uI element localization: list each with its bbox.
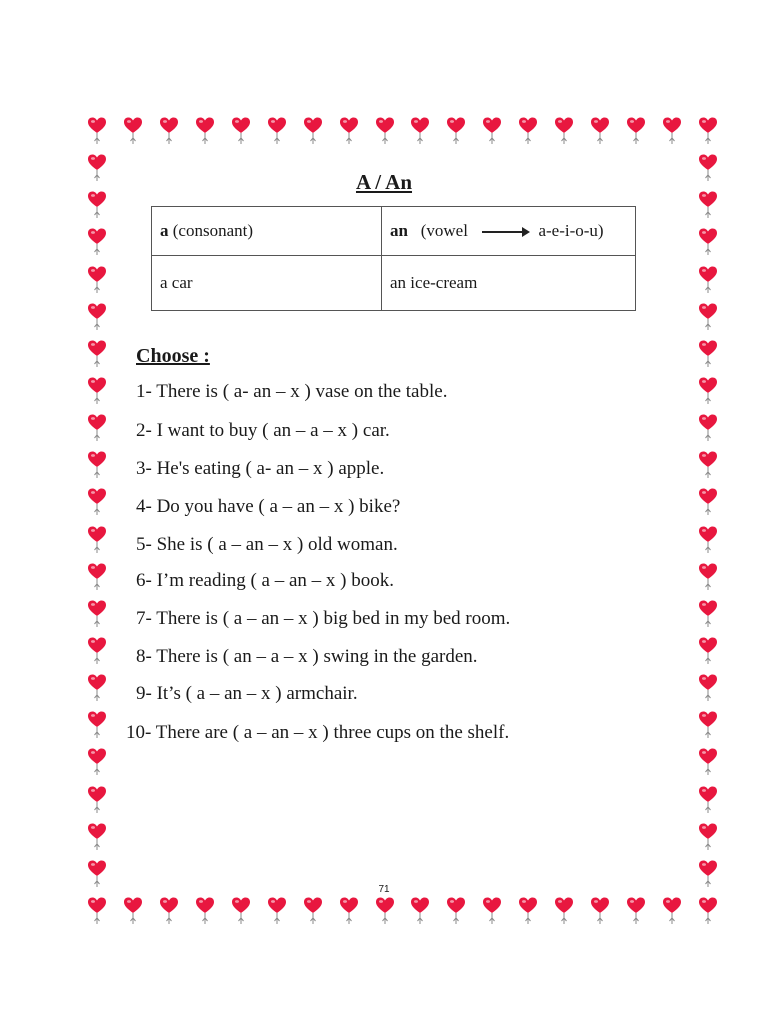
a-note: (consonant)	[172, 221, 254, 240]
heart-balloon-icon	[697, 487, 719, 517]
question-item: 4- Do you have ( a – an – x ) bike?	[136, 496, 401, 517]
heart-balloon-icon	[517, 116, 539, 146]
an-word: an	[390, 221, 408, 240]
heart-balloon-icon	[697, 227, 719, 257]
heart-balloon-icon	[697, 376, 719, 406]
heart-balloon-icon	[697, 710, 719, 740]
heart-balloon-icon	[625, 116, 647, 146]
question-item: 6- I’m reading ( a – an – x ) book.	[136, 570, 395, 591]
heart-balloon-icon	[697, 822, 719, 852]
heart-balloon-icon	[374, 116, 396, 146]
heart-balloon-icon	[86, 227, 108, 257]
heart-balloon-icon	[697, 302, 719, 332]
heart-balloon-icon	[86, 896, 108, 926]
heart-balloon-icon	[86, 339, 108, 369]
heart-balloon-icon	[697, 785, 719, 815]
heart-balloon-icon	[194, 116, 216, 146]
choose-heading: Choose :	[136, 345, 210, 367]
heart-balloon-icon	[409, 896, 431, 926]
question-item: 7- There is ( a – an – x ) big bed in my bed room.	[136, 608, 511, 629]
heart-balloon-icon	[697, 562, 719, 592]
heart-balloon-icon	[338, 116, 360, 146]
heart-balloon-icon	[697, 599, 719, 629]
heart-balloon-icon	[697, 525, 719, 555]
question-item: 3- He's eating ( a- an – x ) apple.	[136, 458, 385, 479]
heart-balloon-icon	[589, 896, 611, 926]
consonant-header-cell	[152, 207, 382, 256]
heart-balloon-icon	[302, 116, 324, 146]
rule-table	[151, 206, 636, 311]
heart-balloon-icon	[697, 265, 719, 295]
heart-balloon-icon	[86, 599, 108, 629]
heart-balloon-icon	[86, 265, 108, 295]
heart-balloon-icon	[697, 636, 719, 666]
heart-balloon-icon	[697, 896, 719, 926]
heart-balloon-icon	[589, 116, 611, 146]
rule-table-header-row	[152, 207, 636, 256]
question-item: 9- It’s ( a – an – x ) armchair.	[136, 683, 358, 704]
heart-balloon-icon	[697, 413, 719, 443]
question-item: 5- She is ( a – an – x ) old woman.	[136, 534, 398, 555]
heart-balloon-icon	[86, 562, 108, 592]
question-item: 10- There are ( a – an – x ) three cups on the shelf.	[126, 722, 510, 743]
heart-balloon-icon	[86, 376, 108, 406]
heart-balloon-icon	[86, 116, 108, 146]
heart-balloon-icon	[409, 116, 431, 146]
heart-balloon-icon	[158, 896, 180, 926]
heart-balloon-icon	[302, 896, 324, 926]
heart-balloon-icon	[661, 896, 683, 926]
heart-balloon-icon	[86, 636, 108, 666]
heart-balloon-icon	[86, 822, 108, 852]
heart-balloon-icon	[445, 116, 467, 146]
a-word: a	[160, 221, 169, 240]
heart-balloon-icon	[86, 673, 108, 703]
heart-balloon-icon	[697, 673, 719, 703]
question-item: 2- I want to buy ( an – a – x ) car.	[136, 420, 390, 441]
heart-balloon-icon	[338, 896, 360, 926]
heart-balloon-icon	[481, 116, 503, 146]
heart-balloon-icon	[553, 896, 575, 926]
page-number: 71	[378, 884, 390, 895]
heart-balloon-icon	[374, 896, 396, 926]
heart-balloon-icon	[266, 116, 288, 146]
heart-balloon-icon	[697, 450, 719, 480]
a-example-cell: a car	[152, 256, 382, 311]
heart-balloon-icon	[697, 339, 719, 369]
heart-balloon-icon	[194, 896, 216, 926]
vowel-header-cell	[382, 207, 636, 256]
heart-balloon-icon	[86, 747, 108, 777]
page-title: A / An	[355, 170, 413, 194]
question-item: 1- There is ( a- an – x ) vase on the table.	[136, 381, 448, 402]
heart-balloon-icon	[266, 896, 288, 926]
heart-balloon-icon	[697, 747, 719, 777]
heart-balloon-icon	[517, 896, 539, 926]
heart-balloon-icon	[625, 896, 647, 926]
heart-balloon-icon	[86, 525, 108, 555]
heart-balloon-icon	[445, 896, 467, 926]
an-note: (vowel	[420, 221, 468, 240]
heart-balloon-icon	[122, 116, 144, 146]
heart-balloon-icon	[86, 450, 108, 480]
question-item: 8- There is ( an – a – x ) swing in the garden.	[136, 646, 478, 667]
rule-table-example-row	[152, 256, 636, 311]
heart-balloon-icon	[158, 116, 180, 146]
heart-balloon-icon	[122, 896, 144, 926]
heart-balloon-icon	[86, 785, 108, 815]
heart-balloon-icon	[553, 116, 575, 146]
heart-balloon-icon	[230, 116, 252, 146]
heart-balloon-icon	[697, 116, 719, 146]
heart-balloon-icon	[86, 710, 108, 740]
heart-balloon-icon	[86, 487, 108, 517]
heart-balloon-icon	[86, 302, 108, 332]
arrow-right-icon	[482, 231, 528, 233]
heart-balloon-icon	[86, 413, 108, 443]
vowel-list: a-e-i-o-u)	[538, 221, 604, 240]
heart-balloon-icon	[481, 896, 503, 926]
heart-balloon-icon	[661, 116, 683, 146]
heart-balloon-icon	[230, 896, 252, 926]
an-example-cell: an ice-cream	[382, 256, 636, 311]
